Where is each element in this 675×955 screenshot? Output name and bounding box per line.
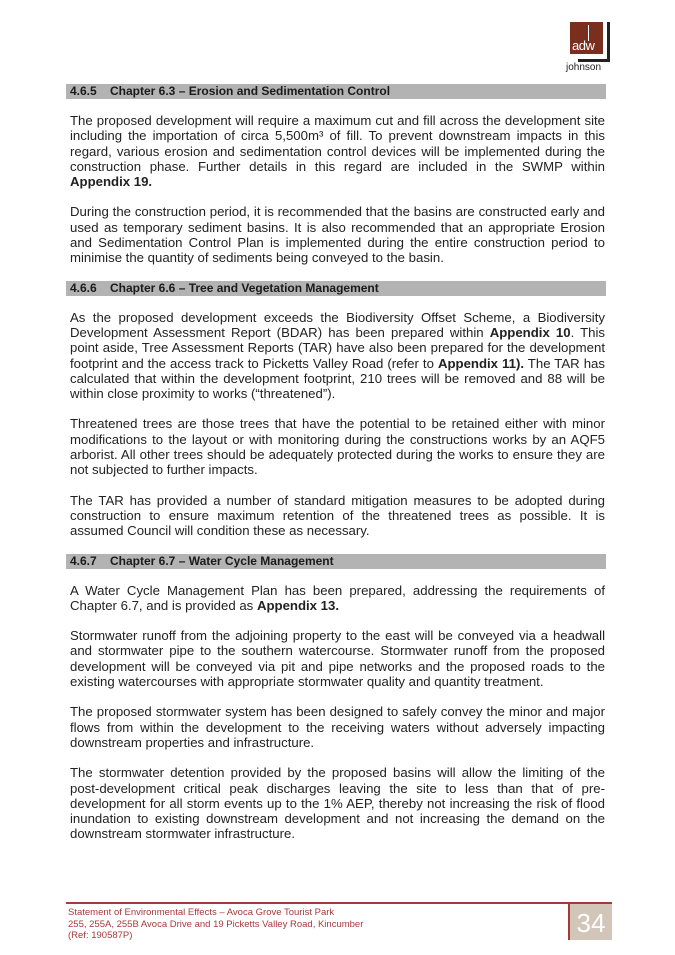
paragraph-text: The proposed stormwater system has been designed to safely convey the minor and major flows from within the development to the receiving waters without adversely impacting downstream properties and infrastructure. (70, 704, 605, 750)
paragraph (70, 765, 605, 841)
paragraph-text: Threatened trees are those trees that have the potential to be retained either with minor modifications to the layout or with monitoring during the constructions works by an AQF5 arborist. All other trees should be adequately protected during the works to ensure they are not subjected to further impacts. (70, 416, 605, 478)
paragraph (70, 204, 605, 265)
paragraph-text: As the proposed development exceeds the Biodiversity Offset Scheme, a Biodiversity Development Assessment Report (BDAR) has been prepared within (70, 309, 605, 340)
paragraph (70, 113, 605, 189)
adw-johnson-logo: adw johnson (570, 22, 608, 72)
section-heading (66, 84, 606, 99)
footer-title: Statement of Environmental Effects – Avoca Grove Tourist Park (68, 907, 335, 918)
section-number: 4.6.6 (70, 280, 97, 295)
paragraph-text: The proposed development will require a maximum cut and fill across the development site including the importation of circa 5,500m³ of fill. To prevent downstream impacts in this regard, various erosion and sedimentation control devices will be implemented during the construction phase. Further details in this regard are included in the SWMP within (70, 113, 605, 174)
footer-address: 255, 255A, 255B Avoca Drive and 19 Picketts Valley Road, Kincumber (68, 918, 364, 930)
footer-ref: (Ref: 190587P) (68, 930, 133, 941)
footer-text (68, 907, 363, 942)
paragraph-text: A Water Cycle Management Plan has been prepared, addressing the requirements of Chapter 6.7, and is provided as (70, 582, 605, 613)
page-footer (66, 902, 612, 941)
appendix-reference: Appendix 13. (256, 597, 340, 613)
section-title: Chapter 6.7 – Water Cycle Management (110, 553, 334, 568)
section-number: 4.6.7 (70, 553, 97, 568)
paragraph-text: Stormwater runoff from the adjoining property to the east will be conveyed via a headwall and stormwater pipe to the southern watercourse. Stormwater runoff from the proposed development will be conveyed via pit and pipe networks and the proposed roads to the existing watercourses with appropriate stormwater quality and quantity treatment. (70, 628, 605, 690)
section-title: Chapter 6.3 – Erosion and Sedimentation Control (110, 84, 391, 98)
paragraph-text: During the construction period, it is recommended that the basins are constructed early and used as temporary sediment basins. It is also recommended that an appropriate Erosion and Sedimentation Control Plan is implemented during the entire construction period to minimise the quantity of sediments being conveyed to the basin. (70, 204, 605, 266)
paragraph-text: The TAR has calculated that within the development footprint, 210 trees will be removed and 88 will be within close proximity to works (“threatened”). (70, 355, 605, 402)
paragraph (70, 416, 605, 477)
appendix-reference: Appendix 19. (70, 174, 153, 190)
page-number: 34 (568, 904, 612, 940)
appendix-reference: Appendix 10 (489, 324, 571, 340)
paragraph (70, 310, 605, 402)
document-body (70, 84, 605, 857)
paragraph-text: . This point aside, Tree Assessment Reports (TAR) have also been prepared for the development footprint and the access track to Picketts Valley Road (refer to (70, 324, 605, 371)
appendix-reference: Appendix 11). (437, 355, 525, 371)
paragraph (70, 704, 605, 750)
paragraph-text: The TAR has provided a number of standard mitigation measures to be adopted during construction to ensure maximum retention of the threatened trees as possible. It is assumed Council will condition these as necessary. (70, 492, 605, 539)
section-number: 4.6.5 (70, 84, 97, 98)
paragraph (70, 628, 605, 689)
paragraph (70, 583, 605, 614)
section-title: Chapter 6.6 – Tree and Vegetation Management (110, 280, 379, 295)
section-heading (66, 554, 606, 569)
section-heading (66, 281, 606, 296)
paragraph (70, 493, 605, 539)
paragraph-text: The stormwater detention provided by the proposed basins will allow the limiting of the post-development critical peak discharges leaving the site to less than that of pre-development for all storm events up to the 1% AEP, thereby not increasing the risk of flood inundation to existing downstream development and not increasing the demand on the downstream stormwater infrastructure. (70, 765, 605, 842)
